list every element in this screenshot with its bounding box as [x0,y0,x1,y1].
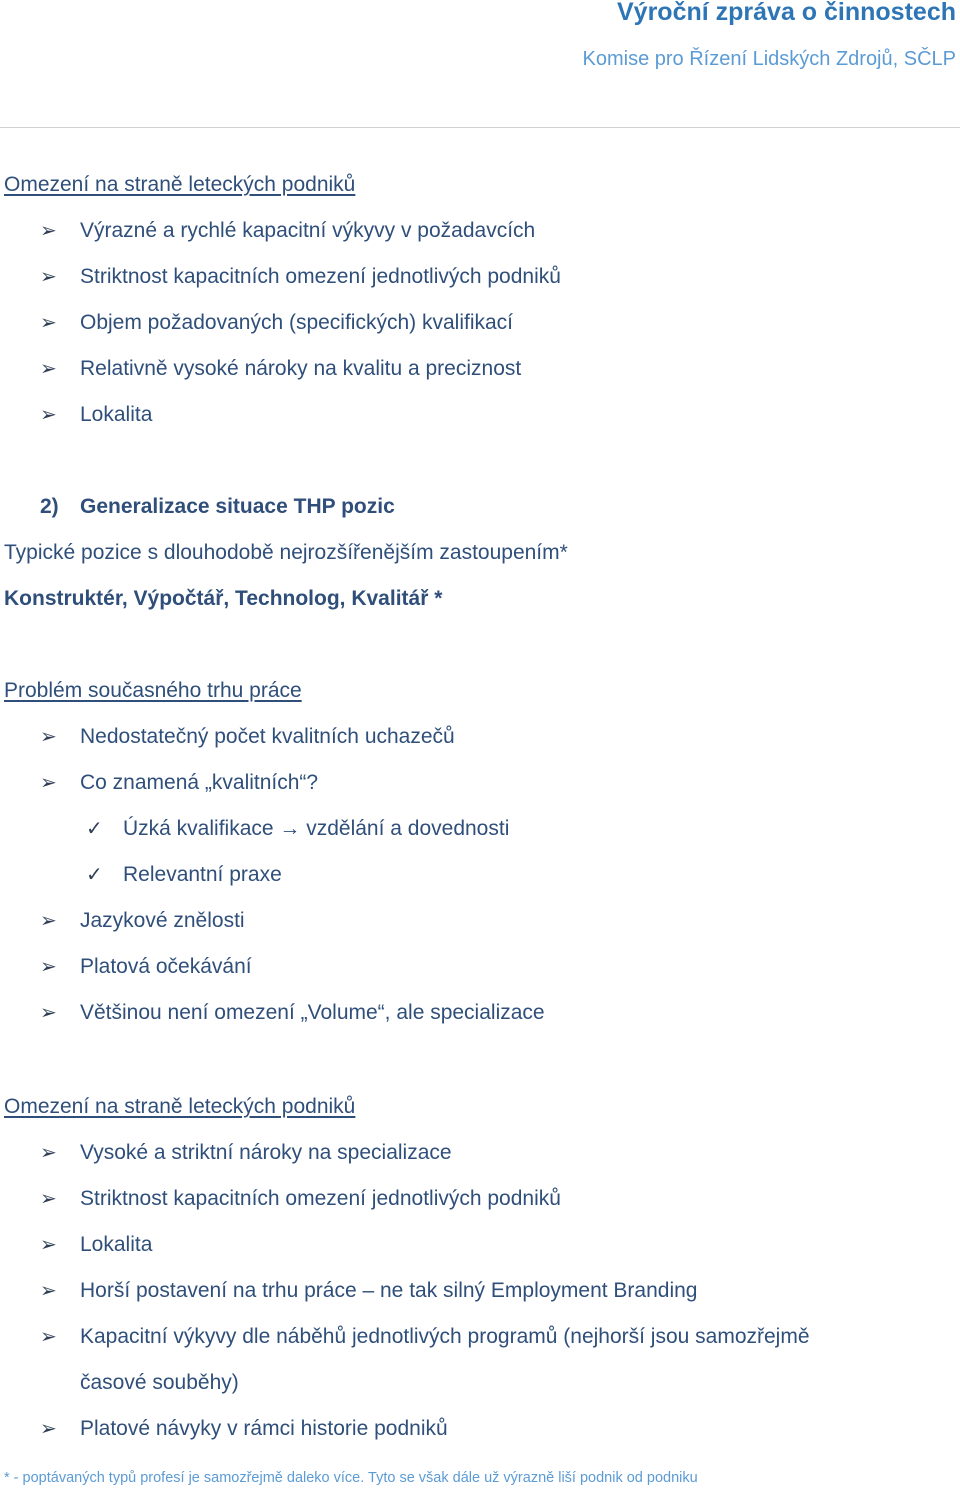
arrowhead-bullet-icon: ➢ [40,910,57,932]
section-heading-labor-market: Problém současného trhu práce [4,679,302,702]
arrowhead-bullet-icon: ➢ [40,1326,57,1348]
typical-positions-intro: Typické pozice s dlouhodobě nejrozšířenějším zastoupením* [4,541,568,564]
list-item-text: Jazykové znělosti [80,909,245,932]
arrowhead-bullet-icon: ➢ [40,1418,57,1440]
arrowhead-bullet-icon: ➢ [40,1234,57,1256]
checkmark-icon: ✓ [86,864,103,886]
list-item-text: Platová očekávání [80,955,252,978]
arrowhead-bullet-icon: ➢ [40,1142,57,1164]
header-divider [0,127,960,128]
arrowhead-bullet-icon: ➢ [40,1002,57,1024]
arrowhead-bullet-icon: ➢ [40,312,57,334]
arrowhead-bullet-icon: ➢ [40,956,57,978]
section-heading-carrier-constraints-2: Omezení na straně leteckých podniků [4,1095,356,1118]
arrowhead-bullet-icon: ➢ [40,404,57,426]
heading-number: 2) [40,495,59,518]
positions-list: Konstruktér, Výpočtář, Technolog, Kvalitář * [4,587,443,610]
list-item-text: Platové návyky v rámci historie podniků [80,1417,448,1440]
arrowhead-bullet-icon: ➢ [40,266,57,288]
list-item-text: Relativně vysoké nároky na kvalitu a preciznost [80,357,522,380]
list-item-text: Kapacitní výkyvy dle náběhů jednotlivých programů (nejhorší jsou samozřejmě [80,1325,810,1348]
list-item-text: Lokalita [80,1233,153,1256]
report-title: Výroční zpráva o činnostech [617,0,956,26]
checkmark-icon: ✓ [86,818,103,840]
list-item-text: Nedostatečný počet kvalitních uchazečů [80,725,455,748]
arrowhead-bullet-icon: ➢ [40,772,57,794]
list-item-text: Horší postavení na trhu práce – ne tak silný Employment Branding [80,1279,698,1302]
arrowhead-bullet-icon: ➢ [40,726,57,748]
list-item-continuation: časové souběhy) [80,1371,239,1394]
list-item-text: Striktnost kapacitních omezení jednotlivých podniků [80,1187,561,1210]
footnote: * - poptávaných typů profesí je samozřejmě daleko více. Tyto se však dále už výrazně liší podnik od podniku [4,1470,698,1486]
list-item-text: Striktnost kapacitních omezení jednotlivých podniků [80,265,561,288]
arrowhead-bullet-icon: ➢ [40,1188,57,1210]
list-item-text: Vysoké a striktní nároky na specializace [80,1141,452,1164]
list-item-text: Lokalita [80,403,153,426]
list-item-text: Objem požadovaných (specifických) kvalifikací [80,311,514,334]
list-item-text: Výrazné a rychlé kapacitní výkyvy v požadavcích [80,219,536,242]
report-subtitle: Komise pro Řízení Lidských Zdrojů, SČLP [582,48,956,70]
arrowhead-bullet-icon: ➢ [40,358,57,380]
heading-text: Generalizace situace THP pozic [80,495,395,518]
sub-list-item-text: Úzká kvalifikace → vzdělání a dovednosti [123,817,510,840]
list-item-text: Co znamená „kvalitních“? [80,771,319,794]
section-heading-carrier-constraints: Omezení na straně leteckých podniků [4,173,356,196]
arrowhead-bullet-icon: ➢ [40,1280,57,1302]
list-item-text: Většinou není omezení „Volume“, ale specializace [80,1001,545,1024]
sub-list-item-text: Relevantní praxe [123,863,282,886]
arrowhead-bullet-icon: ➢ [40,220,57,242]
